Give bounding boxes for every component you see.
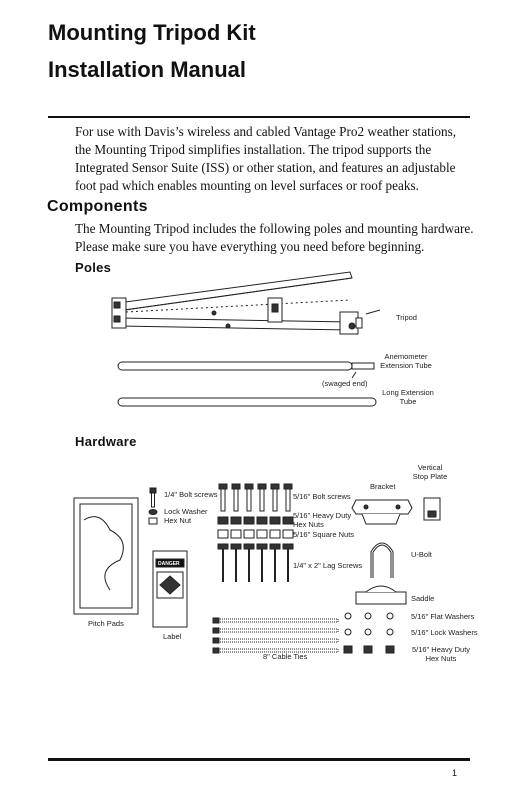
- bracket-label: Bracket: [370, 482, 396, 491]
- long-tube-label: Long Extension Tube: [382, 388, 434, 406]
- quarter-bolt-set: [149, 488, 157, 524]
- poles-heading: Poles: [75, 260, 112, 275]
- heavy-hex-label: 5/16" Heavy Duty Hex Nuts: [293, 511, 352, 529]
- lag-screws-label: 1/4" x 2" Lag Screws: [293, 561, 363, 570]
- bolt-516-label: 5/16" Bolt screws: [293, 492, 351, 501]
- swaged-end-label: (swaged end): [322, 379, 368, 388]
- ubolt-label: U-Bolt: [411, 550, 432, 559]
- tripod-label: Tripod: [396, 313, 417, 322]
- title-line-2: Installation Manual: [48, 57, 247, 82]
- lock-washer-label: Lock Washer: [164, 507, 208, 516]
- tripod-illustration: [112, 272, 380, 334]
- page-number: 1: [452, 768, 458, 778]
- title-line-1: Mounting Tripod Kit: [48, 20, 256, 45]
- label-label: Label: [163, 632, 182, 641]
- cable-ties-illustration: [213, 618, 338, 653]
- stop-plate-label: Vertical Stop Plate: [412, 463, 448, 481]
- components-heading: Components: [47, 198, 148, 215]
- lock-washers-label: 5/16" Lock Washers: [411, 628, 478, 637]
- stop-plate-illustration: [424, 498, 440, 520]
- heavy-hex-nuts-illustration: [218, 517, 293, 524]
- quarter-bolt-label: 1/4" Bolt screws: [164, 490, 218, 499]
- saddle-illustration: [356, 586, 406, 604]
- long-tube-illustration: [118, 398, 376, 406]
- square-nuts-illustration: [218, 530, 293, 538]
- hex-nut-label: Hex Nut: [164, 516, 192, 525]
- flat-washers-label: 5/16" Flat Washers: [411, 612, 475, 621]
- hardware-heading: Hardware: [75, 434, 137, 449]
- anemometer-tube-illustration: [118, 362, 374, 378]
- intro-paragraph: For use with Davis’s wireless and cabled Vantage Pro2 weather stations, the Mounting Tripod simplifies installation. The tripod supports the Integrated Sensor Suite (ISS) or other station, and features an adjustable foot pad which enables mounting on level surfaces or roof peaks.: [75, 124, 457, 193]
- washers-nuts-right: [344, 613, 394, 653]
- pitch-pads-label: Pitch Pads: [88, 619, 124, 628]
- anemometer-tube-label: Anemometer Extension Tube: [380, 352, 432, 370]
- bracket-illustration: [352, 500, 412, 524]
- cable-ties-label: 8" Cable Ties: [263, 652, 308, 661]
- saddle-label: Saddle: [411, 594, 435, 603]
- components-paragraph: The Mounting Tripod includes the following poles and mounting hardware. Please make sure you have everything you need before beginning.: [75, 221, 474, 254]
- bottom-rule: [48, 758, 470, 761]
- ubolt-illustration: [372, 544, 392, 578]
- danger-label-text: DANGER: [158, 561, 180, 567]
- lag-screws-illustration: [218, 544, 293, 582]
- bolt-516-illustrations: [219, 484, 292, 511]
- pitch-pads-illustration: [74, 498, 138, 614]
- square-nuts-label: 5/16" Square Nuts: [293, 530, 355, 539]
- heavy-hex-2-label: 5/16" Heavy Duty Hex Nuts: [411, 645, 471, 663]
